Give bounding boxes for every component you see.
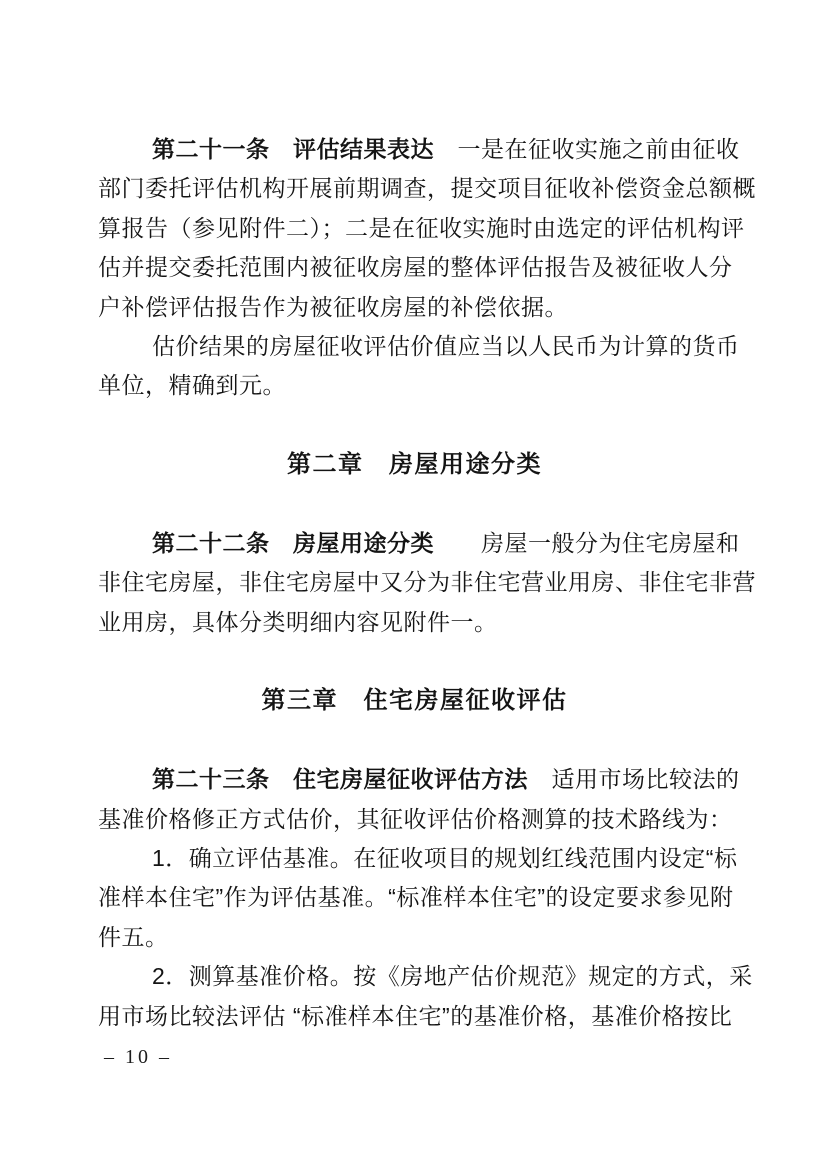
page-number: – 10 – — [104, 1046, 172, 1068]
currency-paragraph-line-2: 单位，精确到元。 — [98, 372, 286, 399]
article-23-title: 第二十三条 住宅房屋征收评估方法 — [152, 766, 528, 793]
article-21-line-2: 部门委托评估机构开展前期调查，提交项目征收补偿资金总额概 — [98, 175, 756, 202]
article-22-line-1-text: 房屋一般分为住宅房屋和 — [434, 529, 740, 556]
chapter-3-heading: 第三章 住宅房屋征收评估 — [261, 687, 568, 715]
article-21-title: 第二十一条 评估结果表达 — [152, 136, 434, 162]
article-21-line-5: 户补偿评估报告作为被征收房屋的补偿依据。 — [98, 293, 568, 320]
article-22-line-1 — [98, 524, 740, 563]
step-1-line-2: 准样本住宅”作为评估基准。“标准样本住宅”的设定要求参见附 — [98, 884, 734, 911]
article-21-line-4: 估并提交委托范围内被征收房屋的整体评估报告及被征收人分 — [98, 254, 733, 281]
article-22-line-2: 非住宅房屋，非住宅房屋中又分为非住宅营业用房、非住宅非营 — [98, 569, 756, 596]
article-21-line-1 — [98, 130, 740, 169]
article-23-line-1-text: 适用市场比较法的 — [528, 766, 740, 793]
step-1-line-1: 1．确立评估基准。在征收项目的规划红线范围内设定“标 — [152, 845, 738, 872]
article-22-title: 第二十二条 房屋用途分类 — [152, 529, 434, 556]
step-2-line-2: 用市场比较法评估 “标准样本住宅”的基准价格，基准价格按比 — [98, 1002, 733, 1029]
currency-paragraph-line-1: 估价结果的房屋征收评估价值应当以人民币为计算的货币 — [152, 332, 740, 359]
article-23-line-2: 基准价格修正方式估价，其征收评估价格测算的技术路线为： — [98, 805, 733, 832]
step-2-line-1: 2．测算基准价格。按《房地产估价规范》规定的方式，采 — [152, 963, 753, 990]
article-23-line-1 — [98, 760, 740, 799]
chapter-2-heading: 第二章 房屋用途分类 — [287, 451, 542, 479]
article-21-line-3: 算报告（参见附件二）；二是在征收实施时由选定的评估机构评 — [98, 214, 745, 241]
document-body — [98, 130, 756, 1036]
article-22-line-3: 业用房，具体分类明细内容见附件一。 — [98, 608, 498, 635]
step-1-line-3: 件五。 — [98, 923, 169, 950]
article-21-line-1-text: 一是在征收实施之前由征收 — [434, 136, 740, 162]
